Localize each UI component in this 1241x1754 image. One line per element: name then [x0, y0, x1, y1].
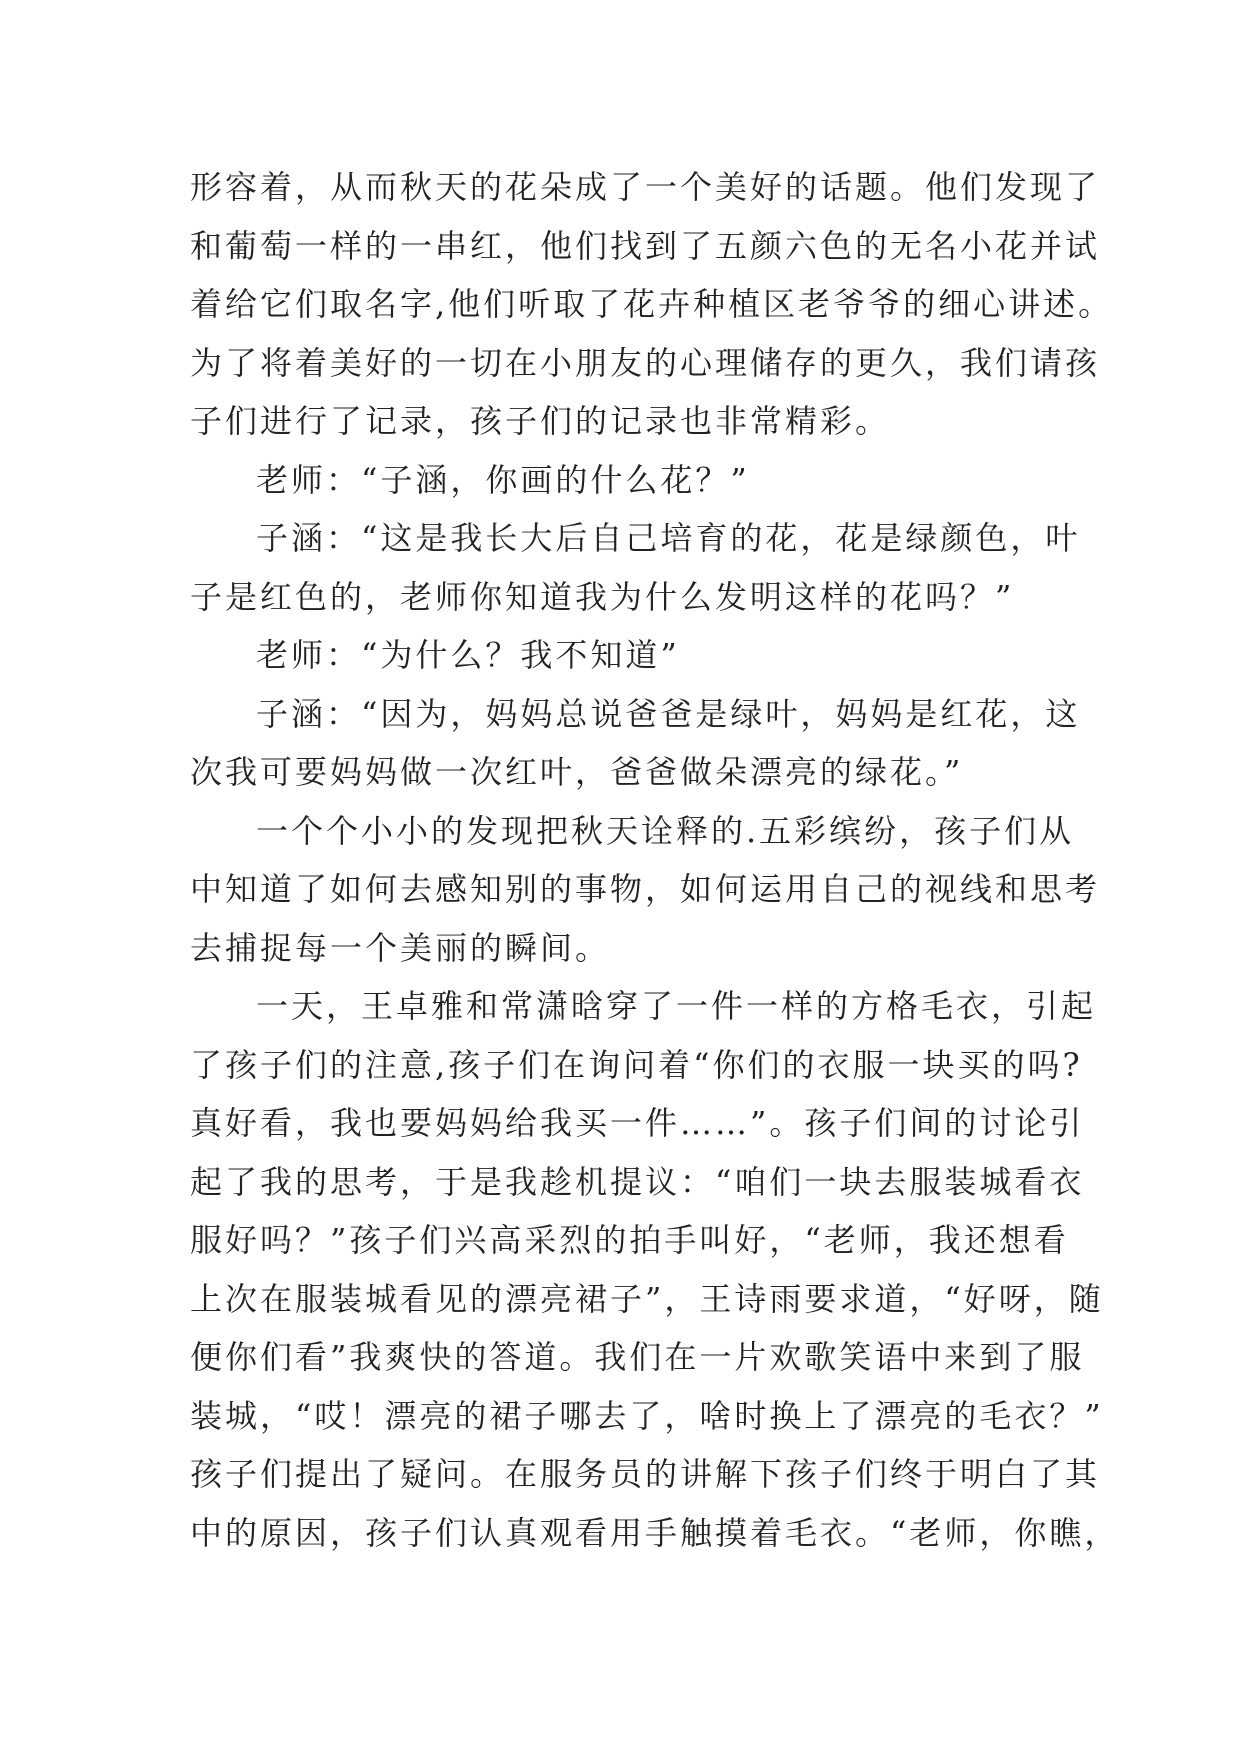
text-line: 去捕捉每一个美丽的瞬间。: [190, 928, 611, 967]
text-line: 真好看，我也要妈妈给我买一件……”。孩子们间的讨论引: [190, 1104, 1085, 1142]
text-line: 和葡萄一样的一串红，他们找到了五颜六色的无名小花并试: [190, 226, 1101, 265]
text-line: 形容着，从而秋天的花朵成了一个美好的话题。他们发现了: [190, 168, 1101, 206]
text-line: 便你们看”我爽快的答道。我们在一片欢歌笑语中来到了服: [190, 1338, 1085, 1376]
text-line: 老师：“子涵，你画的什么花？”: [256, 460, 750, 499]
text-line: 了孩子们的注意,孩子们在询问着“你们的衣服一块买的吗?: [190, 1045, 1083, 1084]
text-line: 一天，王卓雅和常潇晗穿了一件一样的方格毛衣，引起: [256, 987, 1097, 1025]
text-line: 为了将着美好的一切在小朋友的心理储存的更久，我们请孩: [190, 343, 1101, 382]
text-line: 中的原因，孩子们认真观看用手触摸着毛衣。“老师，你瞧，: [190, 1513, 1120, 1552]
text-line: 起了我的思考，于是我趁机提议：“咱们一块去服装城看衣: [190, 1162, 1085, 1201]
text-line: 子是红色的，老师你知道我为什么发明这样的花吗？”: [190, 577, 1015, 616]
text-line: 一个个小小的发现把秋天诠释的.五彩缤纷，孩子们从: [256, 811, 1075, 850]
text-line: 上次在服装城看见的漂亮裙子”，王诗雨要求道，“好呀，随: [190, 1279, 1104, 1318]
document-body: [190, 158, 1120, 1562]
text-line: 装城，“哎！漂亮的裙子哪去了，啥时换上了漂亮的毛衣？”: [190, 1396, 1104, 1435]
text-line: 着给它们取名字,他们听取了花卉种植区老爷爷的细心讲述。: [190, 285, 1114, 323]
text-line: 子涵：“因为，妈妈总说爸爸是绿叶，妈妈是红花，这: [256, 694, 1081, 733]
text-line: 服好吗？”孩子们兴高采烈的拍手叫好，“老师，我还想看: [190, 1221, 1069, 1259]
text-line: 次我可要妈妈做一次红叶，爸爸做朵漂亮的绿花。”: [190, 753, 964, 791]
text-line: 老师：“为什么？我不知道”: [256, 636, 680, 674]
text-line: 子涵：“这是我长大后自己培育的花，花是绿颜色，叶: [256, 519, 1081, 557]
text-line: 子们进行了记录，孩子们的记录也非常精彩。: [190, 402, 891, 440]
text-line: 孩子们提出了疑问。在服务员的讲解下孩子们终于明白了其: [190, 1455, 1101, 1493]
text-line: 中知道了如何去感知别的事物，如何运用自己的视线和思考: [190, 870, 1101, 908]
